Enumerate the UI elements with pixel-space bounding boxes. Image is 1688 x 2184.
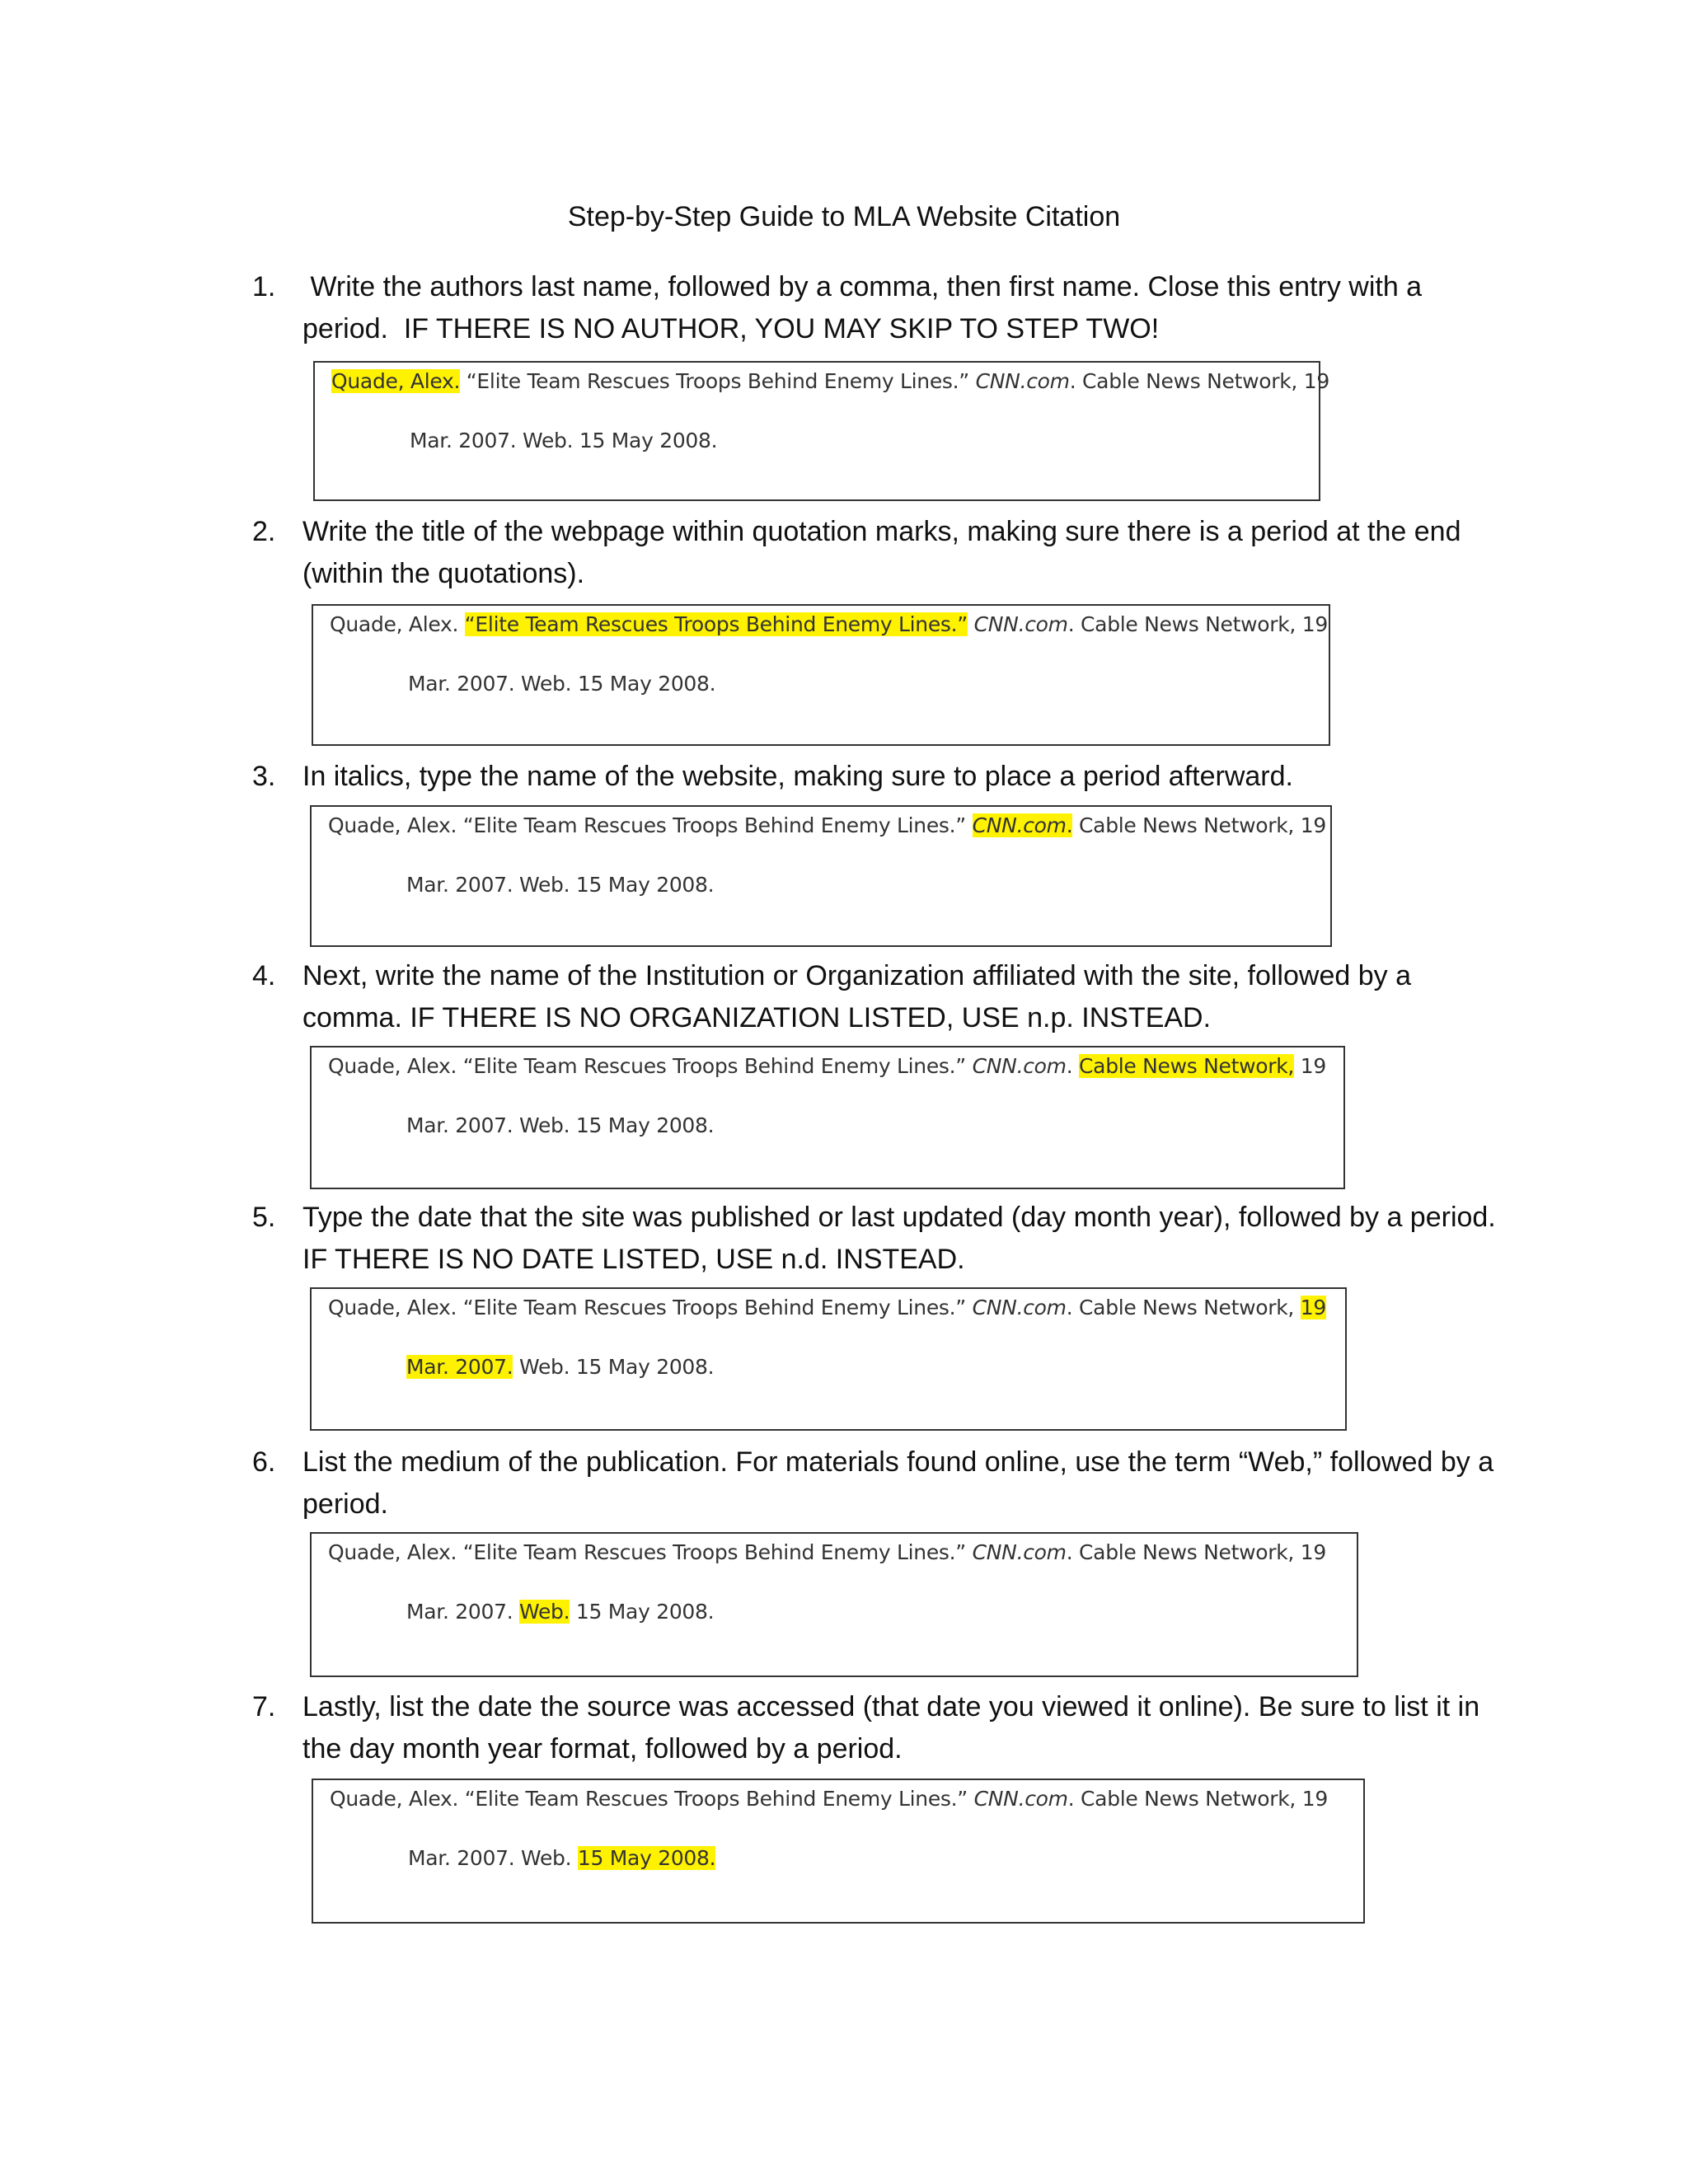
- citation-access-date: 15 May 2008.: [577, 672, 716, 696]
- citation-website: CNN.com: [972, 1054, 1067, 1078]
- citation-medium: Web.: [523, 429, 574, 452]
- citation-organization: Cable News Network,: [1079, 1296, 1295, 1319]
- citation-organization: Cable News Network,: [1082, 369, 1298, 393]
- citation-access-date: 15 May 2008.: [577, 1846, 716, 1870]
- citation-medium: Web.: [519, 1600, 570, 1624]
- citation-website: CNN.com: [972, 1540, 1067, 1564]
- citation-organization: Cable News Network,: [1081, 1787, 1296, 1811]
- step-number: 5.: [252, 1202, 276, 1233]
- step-instruction: In italics, type the name of the website, making sure to place a period afterward.: [302, 761, 1293, 792]
- citation-pub-month-year: Mar. 2007.: [406, 873, 513, 897]
- citation-pub-month-year: Mar. 2007.: [408, 1846, 515, 1870]
- citation-line-1: [328, 1296, 1326, 1319]
- citation-website: CNN.com: [975, 369, 1070, 393]
- step-number: 4.: [252, 960, 276, 991]
- citation-pub-month-year: Mar. 2007.: [410, 429, 517, 452]
- citation-website: CNN.com: [973, 612, 1068, 636]
- citation-line-1: [331, 369, 1329, 393]
- citation-pub-day: 19: [1303, 369, 1329, 393]
- citation-medium: Web.: [519, 1355, 570, 1379]
- step-number: 6.: [252, 1446, 276, 1478]
- step-instruction: Next, write the name of the Institution or Organization affiliated with the site, followed by a comma. IF THERE IS NO ORGANIZATION LISTED, USE n.p. INSTEAD.: [302, 960, 1411, 1033]
- citation-pub-month-year: Mar. 2007.: [406, 1355, 513, 1379]
- citation-page-title: “Elite Team Rescues Troops Behind Enemy Lines.”: [462, 1296, 966, 1319]
- citation-pub-month-year: Mar. 2007.: [406, 1113, 513, 1137]
- step-instruction: Write the title of the webpage within quotation marks, making sure there is a period at the end (within the quotations).: [302, 516, 1461, 589]
- citation-pub-day: 19: [1300, 1540, 1326, 1564]
- citation-pub-day: 19: [1300, 813, 1326, 837]
- citation-website: CNN.com: [972, 1296, 1067, 1319]
- step-instruction: List the medium of the publication. For materials found online, use the term “Web,” followed by a period.: [302, 1446, 1494, 1520]
- citation-example: [310, 1046, 1345, 1189]
- step-number: 3.: [252, 761, 276, 792]
- citation-website-period: .: [1069, 369, 1076, 393]
- citation-page-title: “Elite Team Rescues Troops Behind Enemy Lines.”: [466, 369, 969, 393]
- citation-page-title: “Elite Team Rescues Troops Behind Enemy Lines.”: [462, 1054, 966, 1078]
- citation-author: Quade, Alex.: [328, 813, 457, 837]
- citation-page-title: “Elite Team Rescues Troops Behind Enemy Lines.”: [464, 612, 968, 636]
- citation-line-2: [408, 672, 715, 696]
- citation-organization: Cable News Network,: [1081, 612, 1296, 636]
- citation-medium: Web.: [521, 1846, 572, 1870]
- citation-example: [312, 604, 1330, 746]
- citation-medium: Web.: [519, 1113, 570, 1137]
- citation-organization: Cable News Network,: [1079, 813, 1295, 837]
- citation-organization: Cable News Network,: [1079, 1054, 1295, 1078]
- citation-organization: Cable News Network,: [1079, 1540, 1295, 1564]
- citation-access-date: 15 May 2008.: [575, 1355, 715, 1379]
- citation-author: Quade, Alex.: [330, 612, 459, 636]
- citation-pub-day: 19: [1301, 1787, 1328, 1811]
- citation-author: Quade, Alex.: [330, 1787, 459, 1811]
- citation-website: CNN.com: [973, 1787, 1068, 1811]
- citation-line-1: [330, 612, 1328, 636]
- citation-example: [313, 361, 1329, 501]
- step-number: 1.: [252, 271, 276, 302]
- citation-author: Quade, Alex.: [328, 1054, 457, 1078]
- step-number: 2.: [252, 516, 276, 547]
- citation-line-2: [406, 1113, 714, 1137]
- citation-website: CNN.com: [972, 813, 1067, 837]
- citation-website-period: .: [1067, 612, 1075, 636]
- step-number: 7.: [252, 1691, 276, 1722]
- citation-access-date: 15 May 2008.: [579, 429, 718, 452]
- citation-medium: Web.: [521, 672, 572, 696]
- citation-website-period: .: [1066, 1054, 1073, 1078]
- citation-pub-day: 19: [1301, 612, 1328, 636]
- citation-line-1: [328, 1054, 1326, 1078]
- page-title: Step-by-Step Guide to MLA Website Citation: [567, 201, 1121, 232]
- citation-example: [312, 1779, 1365, 1924]
- citation-line-2: [406, 1600, 714, 1624]
- step-instruction: Type the date that the site was published or last updated (day month year), followed by a period. IF THERE IS NO DATE LISTED, USE n.d. INSTEAD.: [302, 1202, 1512, 1275]
- citation-example: [310, 1287, 1347, 1431]
- citation-pub-day: 19: [1300, 1296, 1326, 1319]
- citation-example: [310, 805, 1332, 947]
- citation-line-2: [408, 1846, 715, 1870]
- step-instruction: Write the authors last name, followed by a comma, then first name. Close this entry with a period. IF THERE IS NO AUTHOR, YOU MAY SKIP TO STEP TWO!: [302, 271, 1430, 344]
- citation-page-title: “Elite Team Rescues Troops Behind Enemy Lines.”: [462, 813, 966, 837]
- citation-access-date: 15 May 2008.: [575, 873, 715, 897]
- citation-medium: Web.: [519, 873, 570, 897]
- citation-author: Quade, Alex.: [328, 1540, 457, 1564]
- citation-pub-month-year: Mar. 2007.: [408, 672, 515, 696]
- citation-access-date: 15 May 2008.: [575, 1113, 715, 1137]
- citation-line-2: [406, 1355, 714, 1379]
- citation-author: Quade, Alex.: [328, 1296, 457, 1319]
- citation-example: [310, 1532, 1358, 1677]
- citation-website-period: .: [1066, 1540, 1073, 1564]
- citation-pub-month-year: Mar. 2007.: [406, 1600, 513, 1624]
- citation-author: Quade, Alex.: [331, 369, 461, 393]
- citation-page-title: “Elite Team Rescues Troops Behind Enemy Lines.”: [464, 1787, 968, 1811]
- citation-line-1: [328, 813, 1326, 837]
- citation-line-2: [406, 873, 714, 897]
- citation-website-period: .: [1066, 1296, 1073, 1319]
- citation-line-1: [330, 1787, 1328, 1811]
- citation-website-period: .: [1066, 813, 1073, 837]
- citation-access-date: 15 May 2008.: [575, 1600, 715, 1624]
- citation-website-period: .: [1067, 1787, 1075, 1811]
- step-instruction: Lastly, list the date the source was accessed (that date you viewed it online). Be sure to list it in the day month year format, followed by a period.: [302, 1691, 1480, 1765]
- citation-line-2: [410, 429, 717, 452]
- citation-line-1: [328, 1540, 1326, 1564]
- citation-page-title: “Elite Team Rescues Troops Behind Enemy Lines.”: [462, 1540, 966, 1564]
- citation-pub-day: 19: [1300, 1054, 1326, 1078]
